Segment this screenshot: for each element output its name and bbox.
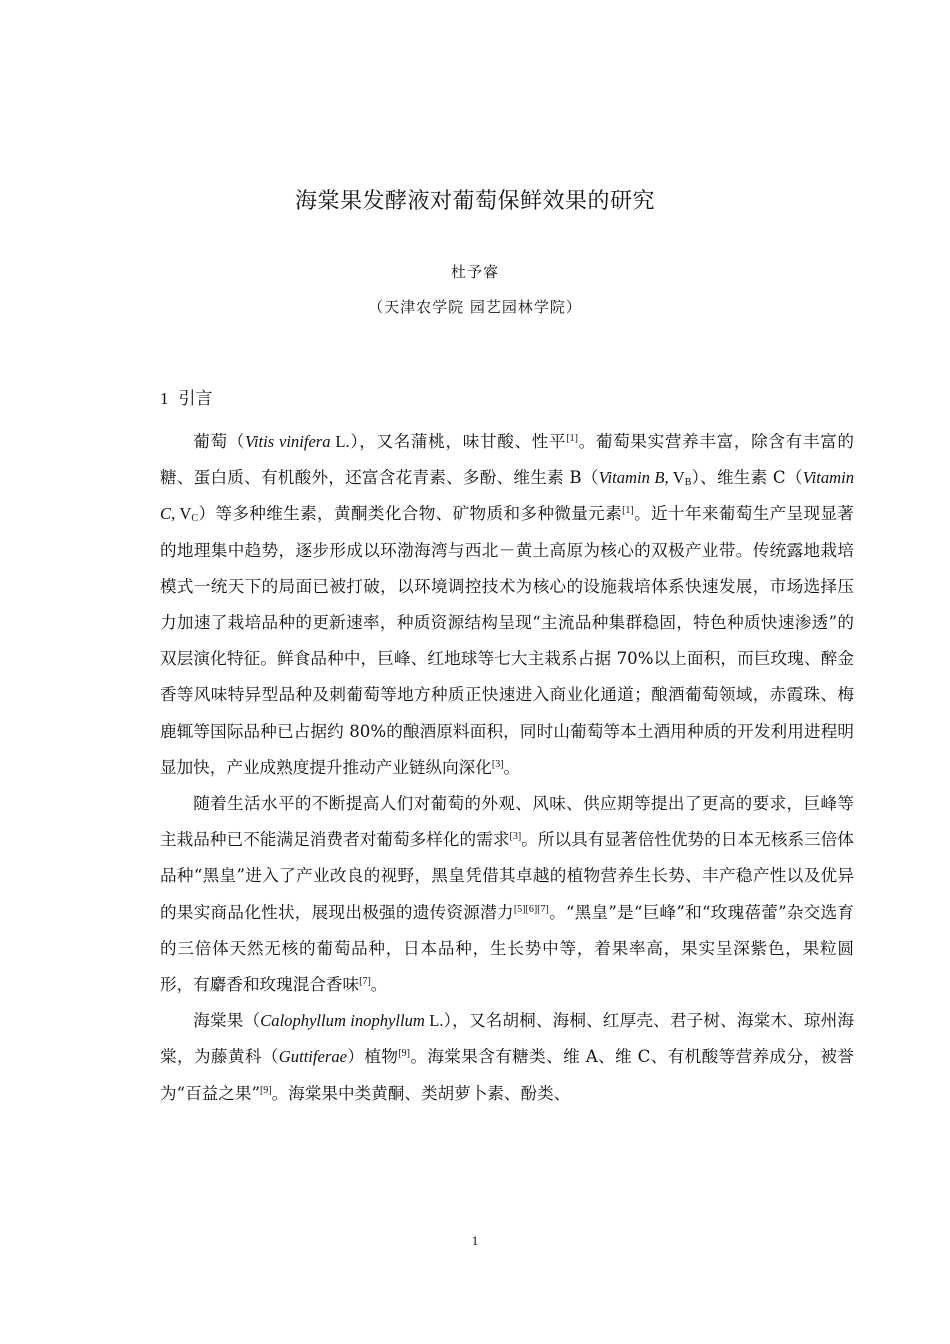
family-name: Guttiferae <box>278 1047 348 1067</box>
section-number: 1 <box>160 389 169 408</box>
citation: [3] <box>509 831 522 843</box>
citation: [9] <box>259 1084 272 1096</box>
author-affiliation: （天津农学院 园艺园林学院） <box>368 298 582 316</box>
vitamin-name: Vitamin C <box>160 468 855 524</box>
page-number: 1 <box>471 1233 479 1248</box>
citation: [1] <box>566 433 578 444</box>
section-title: 引言 <box>178 389 213 409</box>
vitamin-name: Vitamin B <box>598 468 665 488</box>
paragraph-calophyllum: 海棠果（Calophyllum inophyllum L.），又名胡桐、海桐、红厚壳、君子树、海棠木、琼州海棠，为藤黄科（Guttiferae）植物[9]。海棠果含有糖类、维 A、维 C、有机酸等营养成分，被誉为“百益之果”[9]。海棠果中类黄酮、类胡萝卜素、酚类、 <box>160 1011 855 1103</box>
subscript: B <box>684 477 692 489</box>
citation: [1] <box>622 505 634 517</box>
citation: [5][6][7] <box>513 903 549 915</box>
paper-title: 海棠果发酵液对葡萄保鲜效果的研究 <box>294 189 655 214</box>
citation: [7] <box>359 976 371 988</box>
species-name: Vitis vinifera <box>244 432 331 451</box>
paragraph-variety: 随着生活水平的不断提高人们对葡萄的外观、风味、供应期等提出了更高的要求，巨峰等主栽品种已不能满足消费者对葡萄多样化的需求[3]。所以具有显著倍性优势的日本无核系三倍体品种“黑皇”进入了产业改良的视野，黑皇凭借其卓越的植物营养生长势、丰产稳产性以及优异的果实商品化性状，展现出极强的遗传资源潜力[5][6][7]。“黑皇”是“巨峰”和“玫瑰蓓蕾”杂交选育的三倍体天然无核的葡萄品种，日本品种，生长势中等，着果率高，果实呈深紫色，果粒圆形，有麝香和玫瑰混合香味[7]。 <box>160 794 855 995</box>
citation: [9] <box>398 1048 410 1060</box>
subscript: C <box>191 513 199 525</box>
author-name: 杜予睿 <box>450 263 499 281</box>
paragraph-grapes: 葡萄（Vitis vinifera L.），又名蒲桃，味甘酸、性平[1]。葡萄果实营养丰富，除含有丰富的糖、蛋白质、有机酸外，还富含花青素、多酚、维生素 B（Vitamin B, $V_B$）、维生素 C（Vitamin C, $V_C$）等多种维生素，黄酮类化合物、矿物质和多种微量元素[1]。近十年来葡萄生产呈现显著的地理集中趋势，逐步形成以环渤海湾与西北－黄土高原为核心的双极产业带。传统露地栽培模式一统天下的局面已被打破，以环境调控技术为核心的设施栽培体系快速发展，市场选择压力加速了栽培品种的更新速率，种质资源结构呈现“主流品种集群稳固，特色种质快速渗透”的双层演化特征。鲜食品种中，巨峰、红地球等七大主栽系占据 70%以上面积，而巨玫瑰、醉金香等风味特异型品种及刺葡萄等地方种质正快速进入商业化通道；酿酒葡萄领域，赤霞珠、梅鹿辄等国际品种已占据约 80%的酿酒原料面积，同时山葡萄等本土酒用种质的开发利用进程明显加快，产业成熟度提升推动产业链纵向深化[3]。 <box>160 432 855 777</box>
section-heading <box>160 384 213 409</box>
body-text <box>160 424 854 1112</box>
species-name: Calophyllum inophyllum <box>260 1011 425 1031</box>
citation: [3] <box>491 758 504 770</box>
